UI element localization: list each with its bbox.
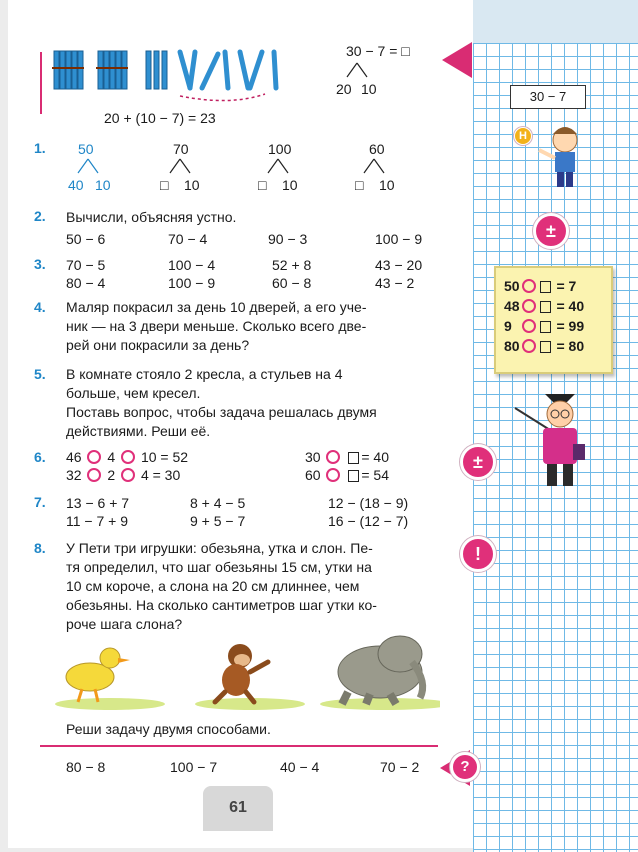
monkey-icon xyxy=(215,644,268,702)
left-red-bar xyxy=(40,52,42,114)
bottom-item-2: 100 − 7 xyxy=(170,759,218,775)
split-left: 20 xyxy=(336,81,352,97)
task7-r1-2: 8 + 4 − 5 xyxy=(190,495,246,511)
bottom-item-3: 40 − 4 xyxy=(280,759,320,775)
task7-r2-2: 9 + 5 − 7 xyxy=(190,513,246,529)
plus-minus-badge-icon[interactable]: ± xyxy=(460,444,496,480)
circle-blank-icon[interactable] xyxy=(121,450,135,464)
sticker-r1-a: 50 xyxy=(504,278,520,294)
task5-text xyxy=(66,365,436,441)
bottom-item-4: 70 − 2 xyxy=(380,759,420,775)
top-expression: 30 − 7 = □ xyxy=(346,43,410,59)
task6-number: 6. xyxy=(34,449,46,465)
task1-right-2: 10 xyxy=(184,177,200,193)
grass-shadow xyxy=(55,698,165,710)
duck-icon xyxy=(66,648,130,702)
task8-footer: Реши задачу двумя способами. xyxy=(66,721,271,737)
box-blank-icon[interactable] xyxy=(540,301,551,313)
task5-number: 5. xyxy=(34,366,46,382)
circle-blank-icon[interactable] xyxy=(87,450,101,464)
sticker-r3-b: = 99 xyxy=(556,318,585,334)
split-lines xyxy=(342,62,372,78)
task6-left-row2 xyxy=(66,466,180,484)
question-badge-icon[interactable]: ? xyxy=(450,752,480,782)
task1-top-2: 70 xyxy=(173,141,189,157)
sticker-row-1 xyxy=(504,276,611,296)
task6-l2-c: 4 = 30 xyxy=(140,467,181,483)
bottom-separator xyxy=(40,745,438,747)
task8-line-2: тя определил, что шаг обезьяны 15 см, утки на xyxy=(66,559,372,575)
task6-right-row1 xyxy=(305,448,389,466)
circle-blank-icon[interactable] xyxy=(522,339,536,353)
task1-right-1: 10 xyxy=(95,177,111,193)
box-blank-icon[interactable] xyxy=(540,321,551,333)
top-strip xyxy=(473,0,638,43)
task1-right-4: 10 xyxy=(379,177,395,193)
sticker-r3-a: 9 xyxy=(504,318,512,334)
task6-l1-c: 10 = 52 xyxy=(140,449,189,465)
exclamation-badge-icon[interactable]: ! xyxy=(460,536,496,572)
task6-l1-a: 46 xyxy=(66,449,82,465)
task8-text xyxy=(66,539,436,634)
split-right: 10 xyxy=(361,81,377,97)
circle-blank-icon[interactable] xyxy=(121,468,135,482)
task8-line-5: роче шага слона? xyxy=(66,616,183,632)
professor-character-icon xyxy=(505,390,595,490)
task6-r2-a: 60 xyxy=(305,467,321,483)
task1-split-3 xyxy=(264,158,294,174)
h-badge-icon: Н xyxy=(514,127,532,145)
plus-minus-badge-icon[interactable]: ± xyxy=(533,213,569,249)
task4-line-3: рей они покрасили за день? xyxy=(66,337,250,353)
task6-l1-b: 4 xyxy=(107,449,116,465)
box-blank-icon[interactable] xyxy=(348,470,359,482)
task1-number: 1. xyxy=(34,140,46,156)
task3-r1-4: 43 − 20 xyxy=(375,257,423,273)
task7-number: 7. xyxy=(34,494,46,510)
bottom-item-1: 80 − 8 xyxy=(66,759,106,775)
task1-split-2 xyxy=(166,158,196,174)
sticker-r2-b: = 40 xyxy=(556,298,585,314)
task3-r1-2: 100 − 4 xyxy=(168,257,216,273)
task1-top-1: 50 xyxy=(78,141,94,157)
task3-r1-3: 52 + 8 xyxy=(272,257,312,273)
task1-left-4: □ xyxy=(355,177,364,193)
side-expression-box: 30 − 7 xyxy=(510,85,586,109)
task6-right-row2 xyxy=(305,466,389,484)
task1-right-3: 10 xyxy=(282,177,298,193)
task3-number: 3. xyxy=(34,256,46,272)
circle-blank-icon[interactable] xyxy=(326,468,340,482)
counting-sticks-icon xyxy=(50,46,340,106)
circle-blank-icon[interactable] xyxy=(522,279,536,293)
task4-text xyxy=(66,298,436,355)
task1-top-4: 60 xyxy=(369,141,385,157)
task1-left-2: □ xyxy=(160,177,169,193)
task7-r1-3: 12 − (18 − 9) xyxy=(328,495,409,511)
task2-item-1: 50 − 6 xyxy=(66,231,106,247)
box-blank-icon[interactable] xyxy=(540,281,551,293)
sticker-r2-a: 48 xyxy=(504,298,520,314)
task2-item-3: 90 − 3 xyxy=(268,231,308,247)
task4-line-1: Маляр покрасил за день 10 дверей, а его уче- xyxy=(66,299,367,315)
circle-blank-icon[interactable] xyxy=(522,319,536,333)
grass-shadow xyxy=(320,698,440,710)
task3-r2-4: 43 − 2 xyxy=(375,275,415,291)
task2-item-4: 100 − 9 xyxy=(375,231,423,247)
task3-r1-1: 70 − 5 xyxy=(66,257,106,273)
elephant-icon xyxy=(338,636,423,704)
task2-number: 2. xyxy=(34,208,46,224)
task7-r2-3: 16 − (12 − 7) xyxy=(328,513,409,529)
task1-top-3: 100 xyxy=(268,141,292,157)
task3-r2-3: 60 − 8 xyxy=(272,275,312,291)
task2-text: Вычисли, объясняя устно. xyxy=(66,209,237,225)
task5-line-1: В комнате стояло 2 кресла, а стульев на 4 xyxy=(66,366,343,382)
task1-left-1: 40 xyxy=(68,177,84,193)
task8-number: 8. xyxy=(34,540,46,556)
box-blank-icon[interactable] xyxy=(348,452,359,464)
page-number: 61 xyxy=(203,786,273,831)
circle-blank-icon[interactable] xyxy=(522,299,536,313)
task3-r2-2: 100 − 9 xyxy=(168,275,216,291)
task7-r1-1: 13 − 6 + 7 xyxy=(66,495,130,511)
top-formula: 20 + (10 − 7) = 23 xyxy=(104,110,216,126)
task2-item-2: 70 − 4 xyxy=(168,231,208,247)
task8-line-3: 10 см короче, а слона на 20 см длиннее, чем xyxy=(66,578,360,594)
task8-line-1: У Пети три игрушки: обезьяна, утка и слон. Пе- xyxy=(66,540,373,556)
task5-line-3: Поставь вопрос, чтобы задача решалась двумя xyxy=(66,404,377,420)
animals-illustration xyxy=(40,632,440,712)
task4-number: 4. xyxy=(34,299,46,315)
circle-blank-icon[interactable] xyxy=(87,468,101,482)
task6-r1-b: = 40 xyxy=(361,449,389,465)
sticker-r1-b: = 7 xyxy=(556,278,577,294)
box-blank-icon[interactable] xyxy=(540,341,551,353)
task6-l2-b: 2 xyxy=(107,467,116,483)
task7-r2-1: 11 − 7 + 9 xyxy=(66,513,129,529)
task6-r2-b: = 54 xyxy=(361,467,389,483)
sticker-r4-a: 80 xyxy=(504,338,520,354)
task4-line-2: ник — на 3 двери меньше. Сколько всего две- xyxy=(66,318,367,334)
task3-r2-1: 80 − 4 xyxy=(66,275,106,291)
sticker-r4-b: = 80 xyxy=(556,338,585,354)
circle-blank-icon[interactable] xyxy=(326,450,340,464)
sticker-note xyxy=(494,266,613,374)
task5-line-4: действиями. Реши её. xyxy=(66,423,211,439)
task1-split-4 xyxy=(360,158,390,174)
task1-left-3: □ xyxy=(258,177,267,193)
task6-r1-a: 30 xyxy=(305,449,321,465)
task8-line-4: обезьяны. На сколько сантиметров шаг утки ко- xyxy=(66,597,377,613)
sticker-row-2 xyxy=(504,296,611,316)
task6-l2-a: 32 xyxy=(66,467,82,483)
sticker-row-4 xyxy=(504,336,611,356)
task5-line-2: больше, чем кресел. xyxy=(66,385,201,401)
task1-split-1 xyxy=(74,158,104,174)
pink-pointer-top xyxy=(442,42,472,78)
sticks-illustration xyxy=(50,46,340,111)
task6-left-row1 xyxy=(66,448,188,466)
sticker-row-3 xyxy=(504,316,611,336)
